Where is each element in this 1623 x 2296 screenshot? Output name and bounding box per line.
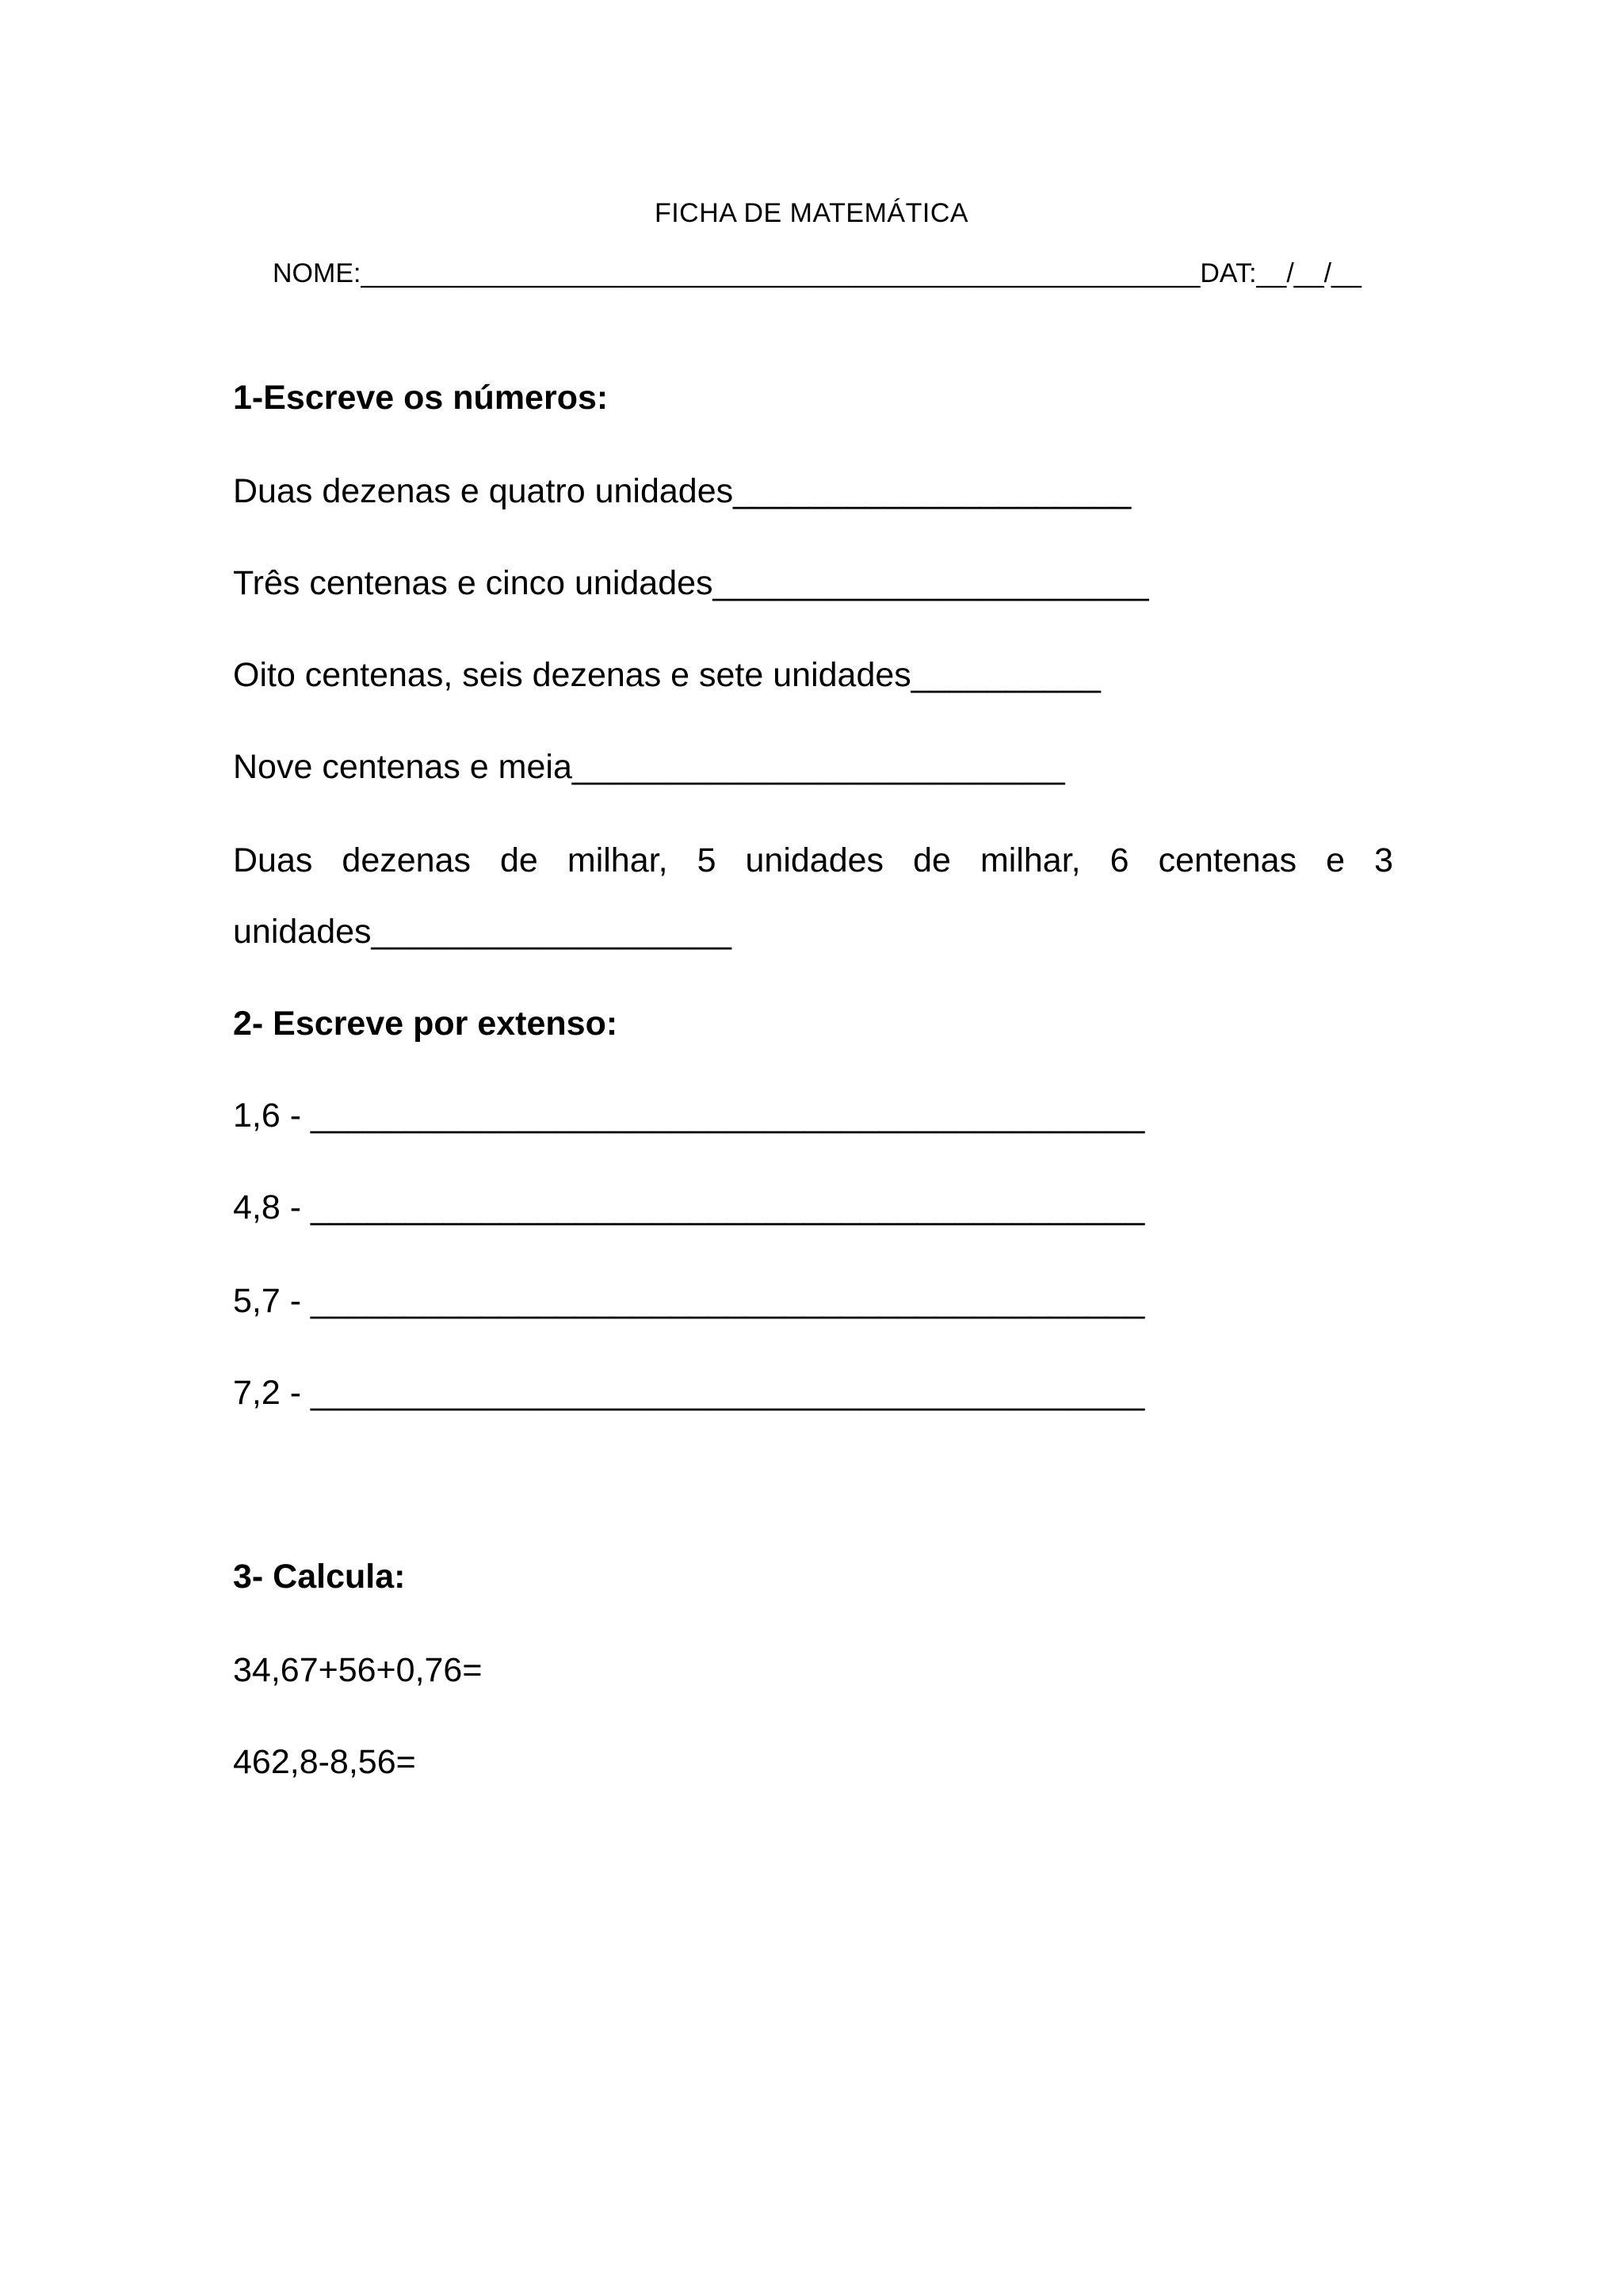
section2-item: 1,6 - ____________________________________________ xyxy=(233,1097,1145,1135)
section1-item: Duas dezenas e quatro unidades_____________________ xyxy=(233,472,1132,510)
section1-item: Três centenas e cinco unidades_______________________ xyxy=(233,564,1149,602)
section3-item: 34,67+56+0,76= xyxy=(233,1651,483,1689)
section1-item-continuation: unidades___________________ xyxy=(233,913,731,951)
section2-item: 5,7 - ____________________________________________ xyxy=(233,1282,1145,1320)
section1-item: Nove centenas e meia__________________________ xyxy=(233,748,1065,786)
section2-item: 7,2 - ____________________________________________ xyxy=(233,1374,1145,1412)
section3-item: 462,8-8,56= xyxy=(233,1743,416,1781)
section1-heading: 1-Escreve os números: xyxy=(233,379,609,417)
section1-item: Oito centenas, seis dezenas e sete unidades__________ xyxy=(233,656,1101,694)
section3-heading: 3- Calcula: xyxy=(233,1558,406,1596)
section2-item: 4,8 - ____________________________________________ xyxy=(233,1188,1145,1226)
page-title: FICHA DE MATEMÁTICA xyxy=(654,198,969,228)
name-date-line: NOME:________________________________________________________DAT:__/__/__ xyxy=(273,258,1361,288)
section2-heading: 2- Escreve por extenso: xyxy=(233,1005,618,1043)
section1-item: Duas dezenas de milhar, 5 unidades de milhar, 6 centenas e 3 xyxy=(233,841,1393,879)
